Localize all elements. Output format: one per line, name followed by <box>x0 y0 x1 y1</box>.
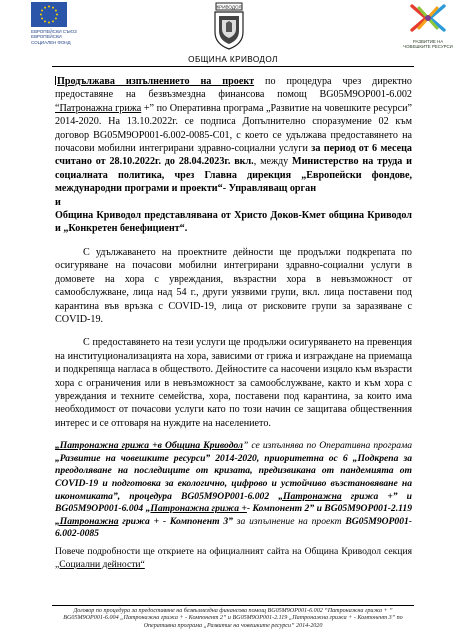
header-divider <box>52 66 414 67</box>
paragraph-services: С удължаването на проектните дейности ще продължи подкрепата по осигуряване на почасови мобилни интегрирани здравно-социални услуги в домовете на хора с увреждания, възрастни хора в невъзможност от самообслужване, лица над 54 г., други уязвими групи, вкл. лица поставени под карантина във връзка с COVID-19, лица от рисковите групи за заразяване с COVID-19. <box>55 246 412 325</box>
text-run: - Компонент 2” и BG05M9OP001-2.119 <box>246 503 412 515</box>
text-run: „Патронажна <box>278 490 342 502</box>
text-run: Повече подробности ще откриете на официалният сайта на Община Криводол секция <box>55 545 412 557</box>
text-run: „Развитие на човешките ресурси” 2014-2020, приоритетна ос 6 „Подкрепа за преодоляване на последиците от кризата, предизвикана от пандемията от COVID-19 и подготовка за екологично, цифрово и устойчиво възстановяване на икономиката”, процедура BG05M9OP001-6.002 <box>55 452 412 502</box>
beneficiary-text: Община Криводол представлявана от Христо Доков-Кмет община Криводол и „Конкретен бенефициент“. <box>55 210 412 235</box>
text-run: за изпълнение на проект <box>232 515 346 527</box>
text-run: грижа + - Компонент 3” <box>118 515 233 527</box>
paragraph-more-info <box>55 546 412 571</box>
text-run: по процедура чрез директно предоставяне на безвъзмездна финансова помощ BG05M9OP001-6.002 <box>55 76 412 101</box>
paragraph-program <box>55 440 412 541</box>
crest-label: КРИВОДОЛ <box>216 4 242 10</box>
municipality-crest-icon <box>212 2 246 50</box>
text-run: +” по Оперативна програма „Развитие на човешките ресурси” 2014-2020. На 13.10.2022г. се подписа Допълнително споразумение 02 към договор BG05M9OP001-6.002-0085-C01, с което се удължава предоставянето на почасови мобилни интегрирани здравно-социални услуги <box>55 102 413 155</box>
paragraph-and <box>55 196 412 209</box>
eu-logo-line: СОЦИАЛЕН ФОНД <box>31 39 71 45</box>
social-activities-link[interactable]: „Социални дейности“ <box>55 558 145 570</box>
text-run: ” се изпълнява по Оперативна програма <box>242 440 412 452</box>
program-logo-icon <box>406 2 450 34</box>
text-run: „Патронажна <box>55 515 119 527</box>
footer-text: Договор по процедура за предоставяне на безвъзмездна финансова помощ BG05M9OP001-6.002 “Патронажна грижа + ” BG05M9OP001-6.004 „Патронажна грижа + - Компонент 2” и BG05M9OP001-2.119 „Патронажна грижа + - Компонент 3” по Оперативна програма „Развитие на човешките ресурси” 2014-2020 <box>63 608 403 629</box>
text-run: “Патронажна грижа <box>55 102 142 114</box>
paragraph-contract <box>55 75 412 196</box>
text-run: „Патронажна грижа +в Община Криводол <box>55 440 243 452</box>
program-logo <box>396 2 460 49</box>
program-logo-line: ЧОВЕШКИТЕ РЕСУРСИ <box>403 44 453 50</box>
document-body <box>55 75 412 571</box>
eu-flag-icon <box>31 2 67 27</box>
eu-logo-text <box>31 29 103 45</box>
paragraph-beneficiary <box>55 209 412 236</box>
project-lead: Продължава изпълнението на проект <box>57 76 255 87</box>
text-run: и <box>55 196 61 208</box>
program-logo-text <box>396 39 460 49</box>
paragraph-prevention: С предоставянето на тези услуги ще продължи осигуряването на превенция на институционализацията на хора, зависими от грижа и изграждане на приемаща и подкрепяща нагласа в обществото. Дейностите са насочени изцяло към възрасти хора с ограничения или в невъзможност за самообслужване, както и към хора с увреждания и техните семейства, хора, поставени под карантина, за които има необходимост от почасови услуги като по този начин се защитава общественния интерес и се отговаря на нуждите на населението. <box>55 337 412 429</box>
text-run: , между <box>253 156 293 168</box>
text-run: грижа +” и BG05M9OP001-6.004 „ <box>55 490 413 515</box>
footer-divider <box>52 605 414 606</box>
text-cursor <box>55 76 56 85</box>
text-run <box>342 491 351 502</box>
municipality-name: ОБЩИНА КРИВОДОЛ <box>188 55 278 64</box>
eu-logo-line: ЕВРОПЕЙСКИ <box>31 34 62 40</box>
eu-logo <box>31 2 103 45</box>
text-run: Патронажна грижа + <box>150 503 247 515</box>
project-number: BG05M9OP001-6.002-0085 <box>55 515 412 540</box>
eu-logo-line: ЕВРОПЕЙСКИ СЪЮЗ <box>31 29 77 34</box>
period-text: за период от 6 месеца считано от 28.10.2022г. до 28.04.2023г. вкл. <box>55 143 412 168</box>
ministry-text: Министерство на труда и социалната политика, чрез Главна дирекция „Европейски фондове, международни програми и проекти“- Управляващ орган <box>55 156 412 195</box>
program-logo-line: РАЗВИТИЕ НА <box>412 39 444 44</box>
